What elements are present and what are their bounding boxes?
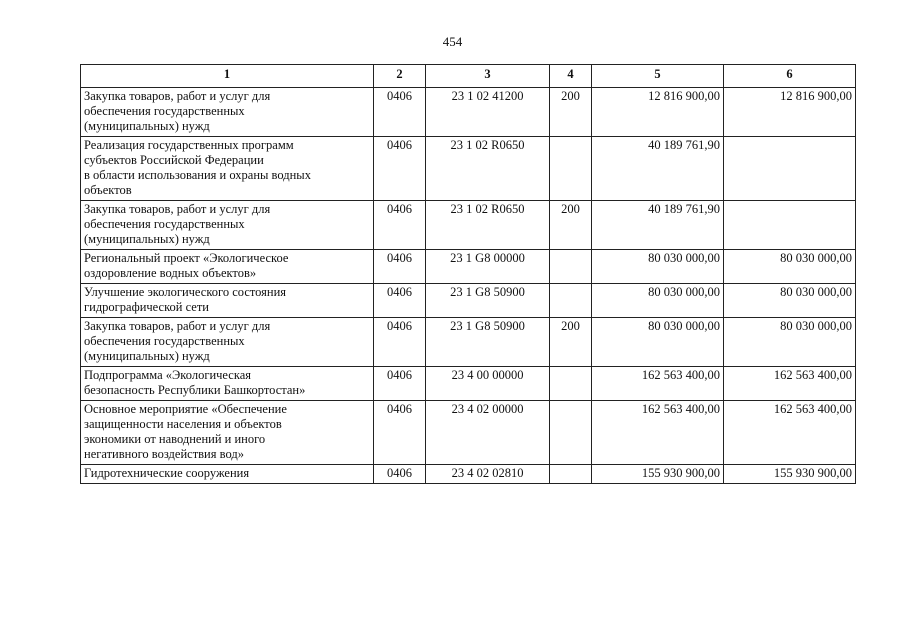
row-expense-type [550, 401, 592, 465]
table-header-row [81, 65, 856, 88]
row-expense-type [550, 137, 592, 201]
column-header-4: 4 [550, 65, 592, 88]
row-target-code: 23 1 02 41200 [426, 88, 550, 137]
row-section-code: 0406 [374, 284, 426, 318]
row-name-line: обеспечения государственных [84, 217, 245, 231]
row-expense-type [550, 367, 592, 401]
row-name-line: экономики от наводнений и иного [84, 432, 266, 446]
row-amount-year-2: 155 930 900,00 [724, 465, 856, 484]
row-expense-type: 200 [550, 88, 592, 137]
column-header-5: 5 [592, 65, 724, 88]
row-expense-type: 200 [550, 318, 592, 367]
row-name-line: (муниципальных) нужд [84, 349, 210, 363]
row-amount-year-2: 80 030 000,00 [724, 284, 856, 318]
row-name [81, 318, 374, 367]
table-row [81, 401, 856, 465]
row-section-code: 0406 [374, 401, 426, 465]
row-name-line: субъектов Российской Федерации [84, 153, 264, 167]
row-amount-year-2: 162 563 400,00 [724, 401, 856, 465]
row-name-line: в области использования и охраны водных [84, 168, 311, 182]
table-row [81, 318, 856, 367]
row-name-line: гидрографической сети [84, 300, 209, 314]
row-target-code: 23 4 02 00000 [426, 401, 550, 465]
row-amount-year-1: 40 189 761,90 [592, 137, 724, 201]
row-name [81, 250, 374, 284]
row-target-code: 23 1 02 R0650 [426, 201, 550, 250]
row-section-code: 0406 [374, 250, 426, 284]
row-target-code: 23 1 02 R0650 [426, 137, 550, 201]
row-amount-year-1: 80 030 000,00 [592, 250, 724, 284]
row-name-line: Региональный проект «Экологическое [84, 251, 289, 265]
table-body [81, 88, 856, 484]
row-name [81, 137, 374, 201]
row-name [81, 367, 374, 401]
row-amount-year-1: 155 930 900,00 [592, 465, 724, 484]
row-amount-year-2 [724, 201, 856, 250]
table-row [81, 465, 856, 484]
column-header-1: 1 [81, 65, 374, 88]
table-row [81, 201, 856, 250]
row-target-code: 23 1 G8 00000 [426, 250, 550, 284]
column-header-2: 2 [374, 65, 426, 88]
row-name-line: негативного воздействия вод» [84, 447, 244, 461]
row-amount-year-1: 80 030 000,00 [592, 284, 724, 318]
table-row [81, 137, 856, 201]
row-target-code: 23 1 G8 50900 [426, 318, 550, 367]
row-amount-year-1: 12 816 900,00 [592, 88, 724, 137]
row-name-line: объектов [84, 183, 132, 197]
row-name [81, 401, 374, 465]
row-section-code: 0406 [374, 137, 426, 201]
row-section-code: 0406 [374, 88, 426, 137]
row-name [81, 88, 374, 137]
row-name [81, 465, 374, 484]
row-name-line: Гидротехнические сооружения [84, 466, 250, 480]
row-target-code: 23 1 G8 50900 [426, 284, 550, 318]
row-name [81, 284, 374, 318]
row-amount-year-2 [724, 137, 856, 201]
column-header-6: 6 [724, 65, 856, 88]
row-expense-type [550, 250, 592, 284]
row-expense-type: 200 [550, 201, 592, 250]
row-expense-type [550, 284, 592, 318]
row-name-line: Улучшение экологического состояния [84, 285, 287, 299]
page-number: 454 [442, 34, 463, 49]
row-amount-year-1: 80 030 000,00 [592, 318, 724, 367]
row-amount-year-2: 80 030 000,00 [724, 318, 856, 367]
row-section-code: 0406 [374, 318, 426, 367]
row-name-line: (муниципальных) нужд [84, 119, 210, 133]
row-name-line: обеспечения государственных [84, 104, 245, 118]
row-section-code: 0406 [374, 201, 426, 250]
table-row [81, 284, 856, 318]
row-name [81, 201, 374, 250]
table-row [81, 367, 856, 401]
row-name-line: Основное мероприятие «Обеспечение [84, 402, 287, 416]
table-row [81, 88, 856, 137]
row-target-code: 23 4 02 02810 [426, 465, 550, 484]
table-row [81, 250, 856, 284]
row-name-line: Подпрограмма «Экологическая [84, 368, 252, 382]
row-name-line: оздоровление водных объектов» [84, 266, 257, 280]
budget-table [80, 64, 856, 484]
row-amount-year-1: 40 189 761,90 [592, 201, 724, 250]
row-amount-year-1: 162 563 400,00 [592, 367, 724, 401]
row-target-code: 23 4 00 00000 [426, 367, 550, 401]
row-name-line: Закупка товаров, работ и услуг для [84, 319, 271, 333]
row-name-line: Закупка товаров, работ и услуг для [84, 202, 271, 216]
row-amount-year-2: 80 030 000,00 [724, 250, 856, 284]
row-name-line: Реализация государственных программ [84, 138, 294, 152]
row-section-code: 0406 [374, 367, 426, 401]
row-name-line: безопасность Республики Башкортостан» [84, 383, 306, 397]
column-header-3: 3 [426, 65, 550, 88]
row-section-code: 0406 [374, 465, 426, 484]
row-name-line: (муниципальных) нужд [84, 232, 210, 246]
row-name-line: обеспечения государственных [84, 334, 245, 348]
row-amount-year-2: 162 563 400,00 [724, 367, 856, 401]
row-amount-year-2: 12 816 900,00 [724, 88, 856, 137]
row-amount-year-1: 162 563 400,00 [592, 401, 724, 465]
row-name-line: Закупка товаров, работ и услуг для [84, 89, 271, 103]
row-expense-type [550, 465, 592, 484]
row-name-line: защищенности населения и объектов [84, 417, 282, 431]
